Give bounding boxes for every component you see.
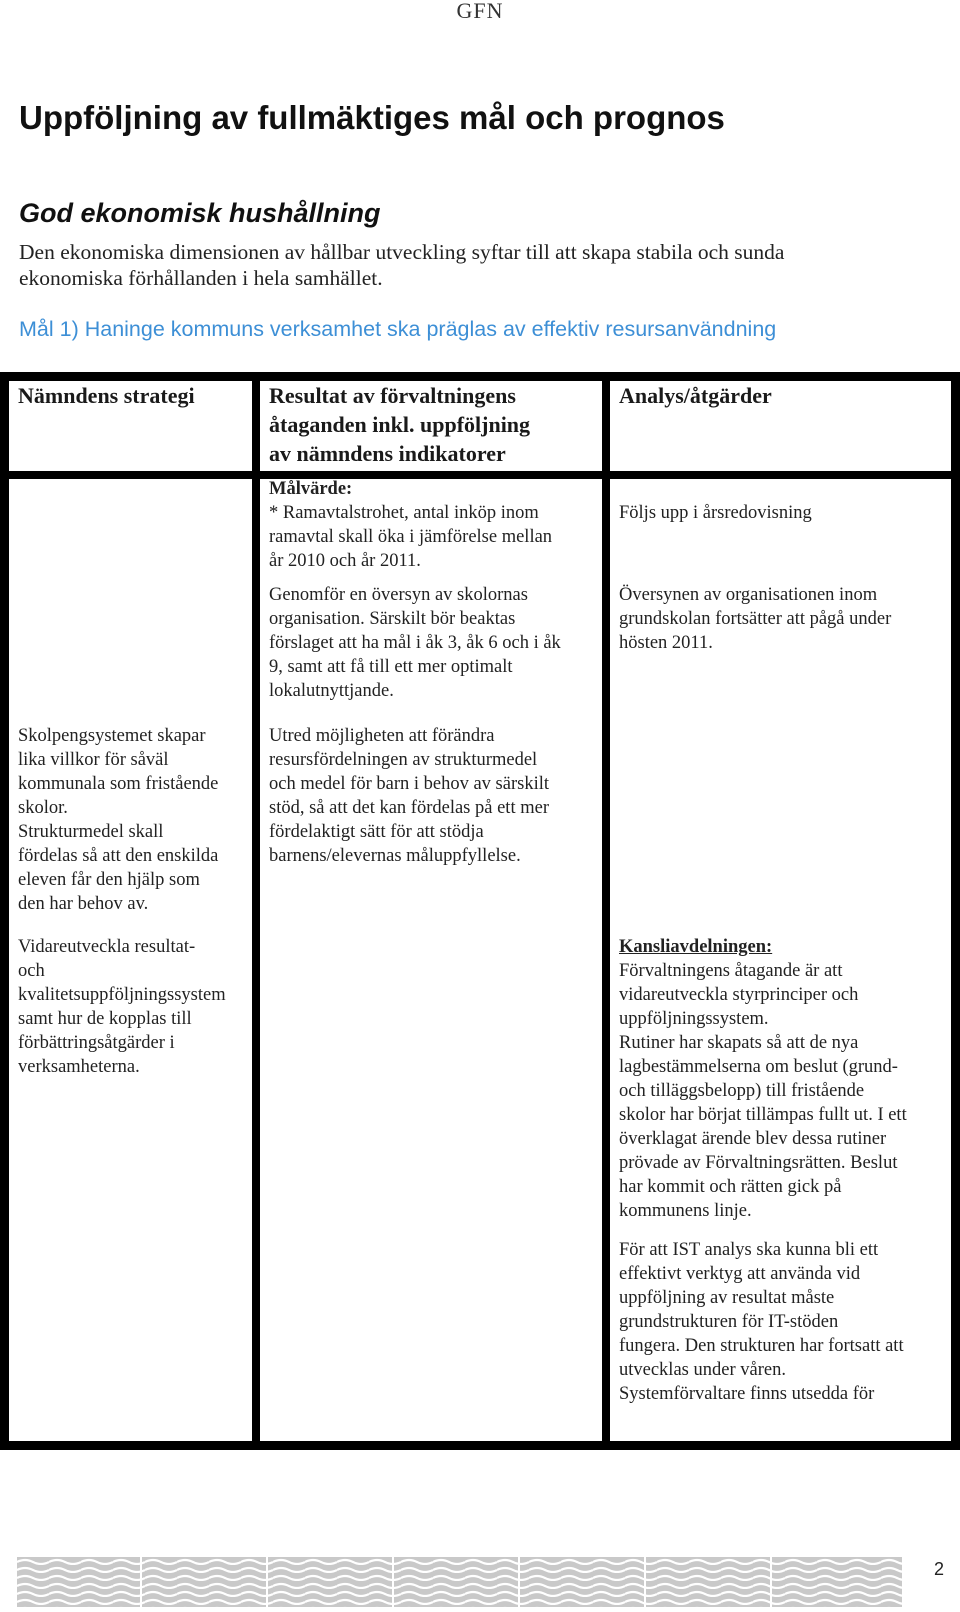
- text-line: Vidareutveckla resultat-: [18, 937, 196, 957]
- text-line: och medel för barn i behov av särskilt: [269, 774, 549, 794]
- text-line: fördelas så att den enskilda: [18, 846, 219, 866]
- text-line: Rutiner har skapats så att de nya: [619, 1033, 859, 1053]
- body-cell-analysis: [610, 479, 951, 1441]
- text-line: lika villkor för såväl: [18, 750, 169, 770]
- text-line: barnens/elevernas måluppfyllelse.: [269, 846, 521, 866]
- header-cell-result: [260, 381, 602, 471]
- text-line: lagbestämmelserna om beslut (grund-: [619, 1057, 898, 1077]
- text-line: samt hur de kopplas till: [18, 1009, 192, 1029]
- text-line: förslaget att ha mål i åk 3, åk 6 och i åk: [269, 633, 561, 653]
- text-line: har kommit och rätten gick på: [619, 1177, 842, 1197]
- text-line: år 2010 och år 2011.: [269, 551, 421, 571]
- section-intro: [19, 239, 939, 291]
- header-cell-strategy: [9, 381, 252, 471]
- text-line: kvalitetsuppföljningssystem: [18, 985, 226, 1005]
- text-line: Förvaltningens åtagande är att: [619, 961, 843, 981]
- header-cell-analysis: [610, 381, 951, 471]
- follow-up-table: [0, 372, 960, 1450]
- analysis-ist: [619, 1238, 904, 1406]
- strategy-school-voucher: [18, 724, 218, 916]
- text-line: Översynen av organisationen inom: [619, 585, 878, 605]
- header-line: Resultat av förvaltningens: [269, 383, 516, 408]
- intro-line: ekonomiska förhållanden i hela samhället.: [19, 266, 383, 290]
- text-line: 9, samt att få till ett mer optimalt: [269, 657, 513, 677]
- unit-heading: Kansliavdelningen:: [619, 937, 773, 957]
- column-header-result: [269, 381, 599, 468]
- body-cell-strategy: [9, 479, 252, 1441]
- goal-heading: Mål 1) Haninge kommuns verksamhet ska präglas av effektiv resursanvändning: [19, 317, 777, 341]
- text-line: hösten 2011.: [619, 633, 713, 653]
- text-line: ramavtal skall öka i jämförelse mellan: [269, 527, 553, 547]
- text-line: lokalutnyttjande.: [269, 681, 394, 701]
- text-line: Utred möjligheten att förändra: [269, 726, 495, 746]
- text-line: fungera. Den strukturen har fortsatt att: [619, 1336, 904, 1356]
- footer-wave-band: [17, 1557, 902, 1607]
- header-line: Nämndens strategi: [18, 383, 195, 408]
- header-line: av nämndens indikatorer: [269, 441, 506, 466]
- text-line: organisation. Särskilt bör beaktas: [269, 609, 516, 629]
- body-cell-result: [260, 479, 602, 1441]
- text-line: överklagat ärende blev dessa rutiner: [619, 1129, 887, 1149]
- document-code: GFN: [456, 0, 504, 23]
- text-line: skolor.: [18, 798, 68, 818]
- text-line: fördelaktigt sätt för att stödja: [269, 822, 484, 842]
- text-line: den har behov av.: [18, 894, 149, 914]
- text-line: eleven får den hjälp som: [18, 870, 200, 890]
- text-line: Systemförvaltare finns utsedda för: [619, 1384, 875, 1404]
- text-line: verksamheterna.: [18, 1057, 140, 1077]
- result-procurement: [269, 477, 552, 573]
- target-label: Målvärde:: [269, 479, 353, 499]
- text-line: förbättringsåtgärder i: [18, 1033, 175, 1053]
- text-line: grundskolan fortsätter att pågå under: [619, 609, 892, 629]
- text-line: grundstrukturen för IT-stöden: [619, 1312, 839, 1332]
- text-line: Skolpengsystemet skapar: [18, 726, 206, 746]
- text-line: utvecklas under våren.: [619, 1360, 786, 1380]
- intro-line: Den ekonomiska dimensionen av hållbar utveckling syftar till att skapa stabila och sunda: [19, 240, 785, 264]
- analysis-chancellery: [619, 935, 907, 1223]
- header-line: åtaganden inkl. uppföljning: [269, 412, 531, 437]
- section-title: God ekonomisk hushållning: [19, 198, 381, 228]
- text-line: Strukturmedel skall: [18, 822, 164, 842]
- page-number: 2: [934, 1559, 945, 1579]
- text-line: effektivt verktyg att använda vid: [619, 1264, 861, 1284]
- text-line: För att IST analys ska kunna bli ett: [619, 1240, 879, 1260]
- analysis-organisation-review: [619, 583, 891, 655]
- text-line: vidareutveckla styrprinciper och: [619, 985, 859, 1005]
- text-line: * Ramavtalstrohet, antal inköp inom: [269, 503, 539, 523]
- text-line: resursfördelningen av strukturmedel: [269, 750, 538, 770]
- text-line: prövade av Förvaltningsrätten. Beslut: [619, 1153, 898, 1173]
- strategy-quality-system: [18, 935, 226, 1079]
- text-line: Genomför en översyn av skolornas: [269, 585, 528, 605]
- analysis-annual-report: [619, 501, 812, 525]
- header-line: Analys/åtgärder: [619, 383, 772, 408]
- text-line: och: [18, 961, 45, 981]
- text-line: Följs upp i årsredovisning: [619, 503, 812, 523]
- text-line: och tilläggsbelopp) till fristående: [619, 1081, 865, 1101]
- text-line: uppföljningssystem.: [619, 1009, 769, 1029]
- column-header-analysis: [619, 381, 949, 410]
- result-resource-allocation: [269, 724, 549, 868]
- text-line: stöd, så att det kan fördelas på ett mer: [269, 798, 549, 818]
- result-school-organisation: [269, 583, 561, 703]
- page-title: Uppföljning av fullmäktiges mål och prognos: [19, 99, 725, 136]
- text-line: kommunens linje.: [619, 1201, 752, 1221]
- text-line: kommunala som fristående: [18, 774, 219, 794]
- text-line: skolor har börjat tillämpas fullt ut. I ett: [619, 1105, 907, 1125]
- text-line: uppföljning av resultat måste: [619, 1288, 835, 1308]
